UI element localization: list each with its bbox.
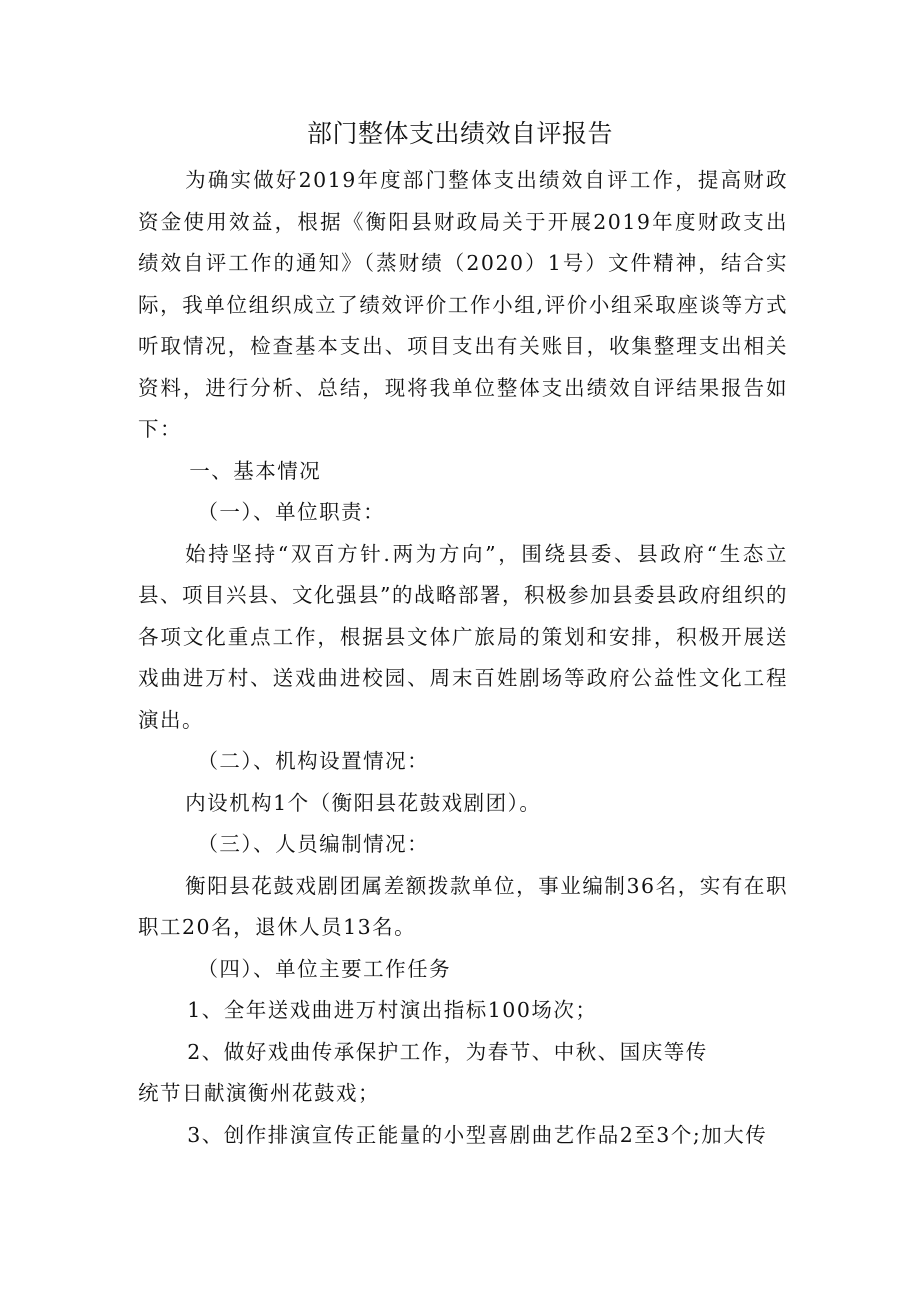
section-heading-basic-info: 一、基本情况 — [189, 458, 322, 483]
document-title: 部门整体支出绩效自评报告 — [306, 119, 613, 148]
organization-paragraph: 内设机构1个（衡阳县花鼓戏剧团）。 — [185, 790, 542, 815]
task-item-2-line-2: 统节日献演衡州花鼓戏； — [138, 1081, 380, 1105]
subsection-heading-tasks: （四）、单位主要工作任务 — [197, 956, 452, 981]
subsection-heading-duties: （一）、单位职责： — [197, 500, 386, 524]
task-item-1: 1、全年送戏曲进万村演出指标100场次； — [187, 998, 598, 1022]
task-item-2-line-1: 2、做好戏曲传承保护工作，为春节、中秋、国庆等传 — [187, 1039, 708, 1064]
subsection-heading-organization: （二）、机构设置情况： — [197, 749, 430, 773]
intro-paragraph: 为确实做好2019年度部门整体支出绩效自评工作，提高财政资金使用效益，根据《衡阳县财政局关于开展2019年度财政支出绩效自评工作的通知》（蒸财绩（2020）1号）文件精神，结合实际，我单位组织成立了绩效评价工作小组,评价小组采取座谈等方式听取情况，检查基本支出、项目支出有关账目，收集整理支出相关资料，进行分析、总结，现将我单位整体支出绩效自评结果报告如下： — [138, 168, 788, 441]
staffing-paragraph: 衡阳县花鼓戏剧团属差额拨款单位，事业编制36名，实有在职职工20名，退休人员13名。 — [138, 873, 788, 939]
duties-paragraph: 始持坚持“双百方针.两为方向”，围绕县委、县政府“生态立县、项目兴县、文化强县”的战略部署，积极参加县委县政府组织的各项文化重点工作，根据县文体广旅局的策划和安排，积极开展送戏曲进万村、送戏曲进校园、周末百姓剧场等政府公益性文化工程演出。 — [138, 541, 788, 732]
subsection-heading-staffing: （三）、人员编制情况： — [197, 832, 430, 856]
task-item-3: 3、创作排演宣传正能量的小型喜剧曲艺作品2至3个;加大传 — [187, 1122, 768, 1147]
document-body — [138, 160, 788, 1156]
